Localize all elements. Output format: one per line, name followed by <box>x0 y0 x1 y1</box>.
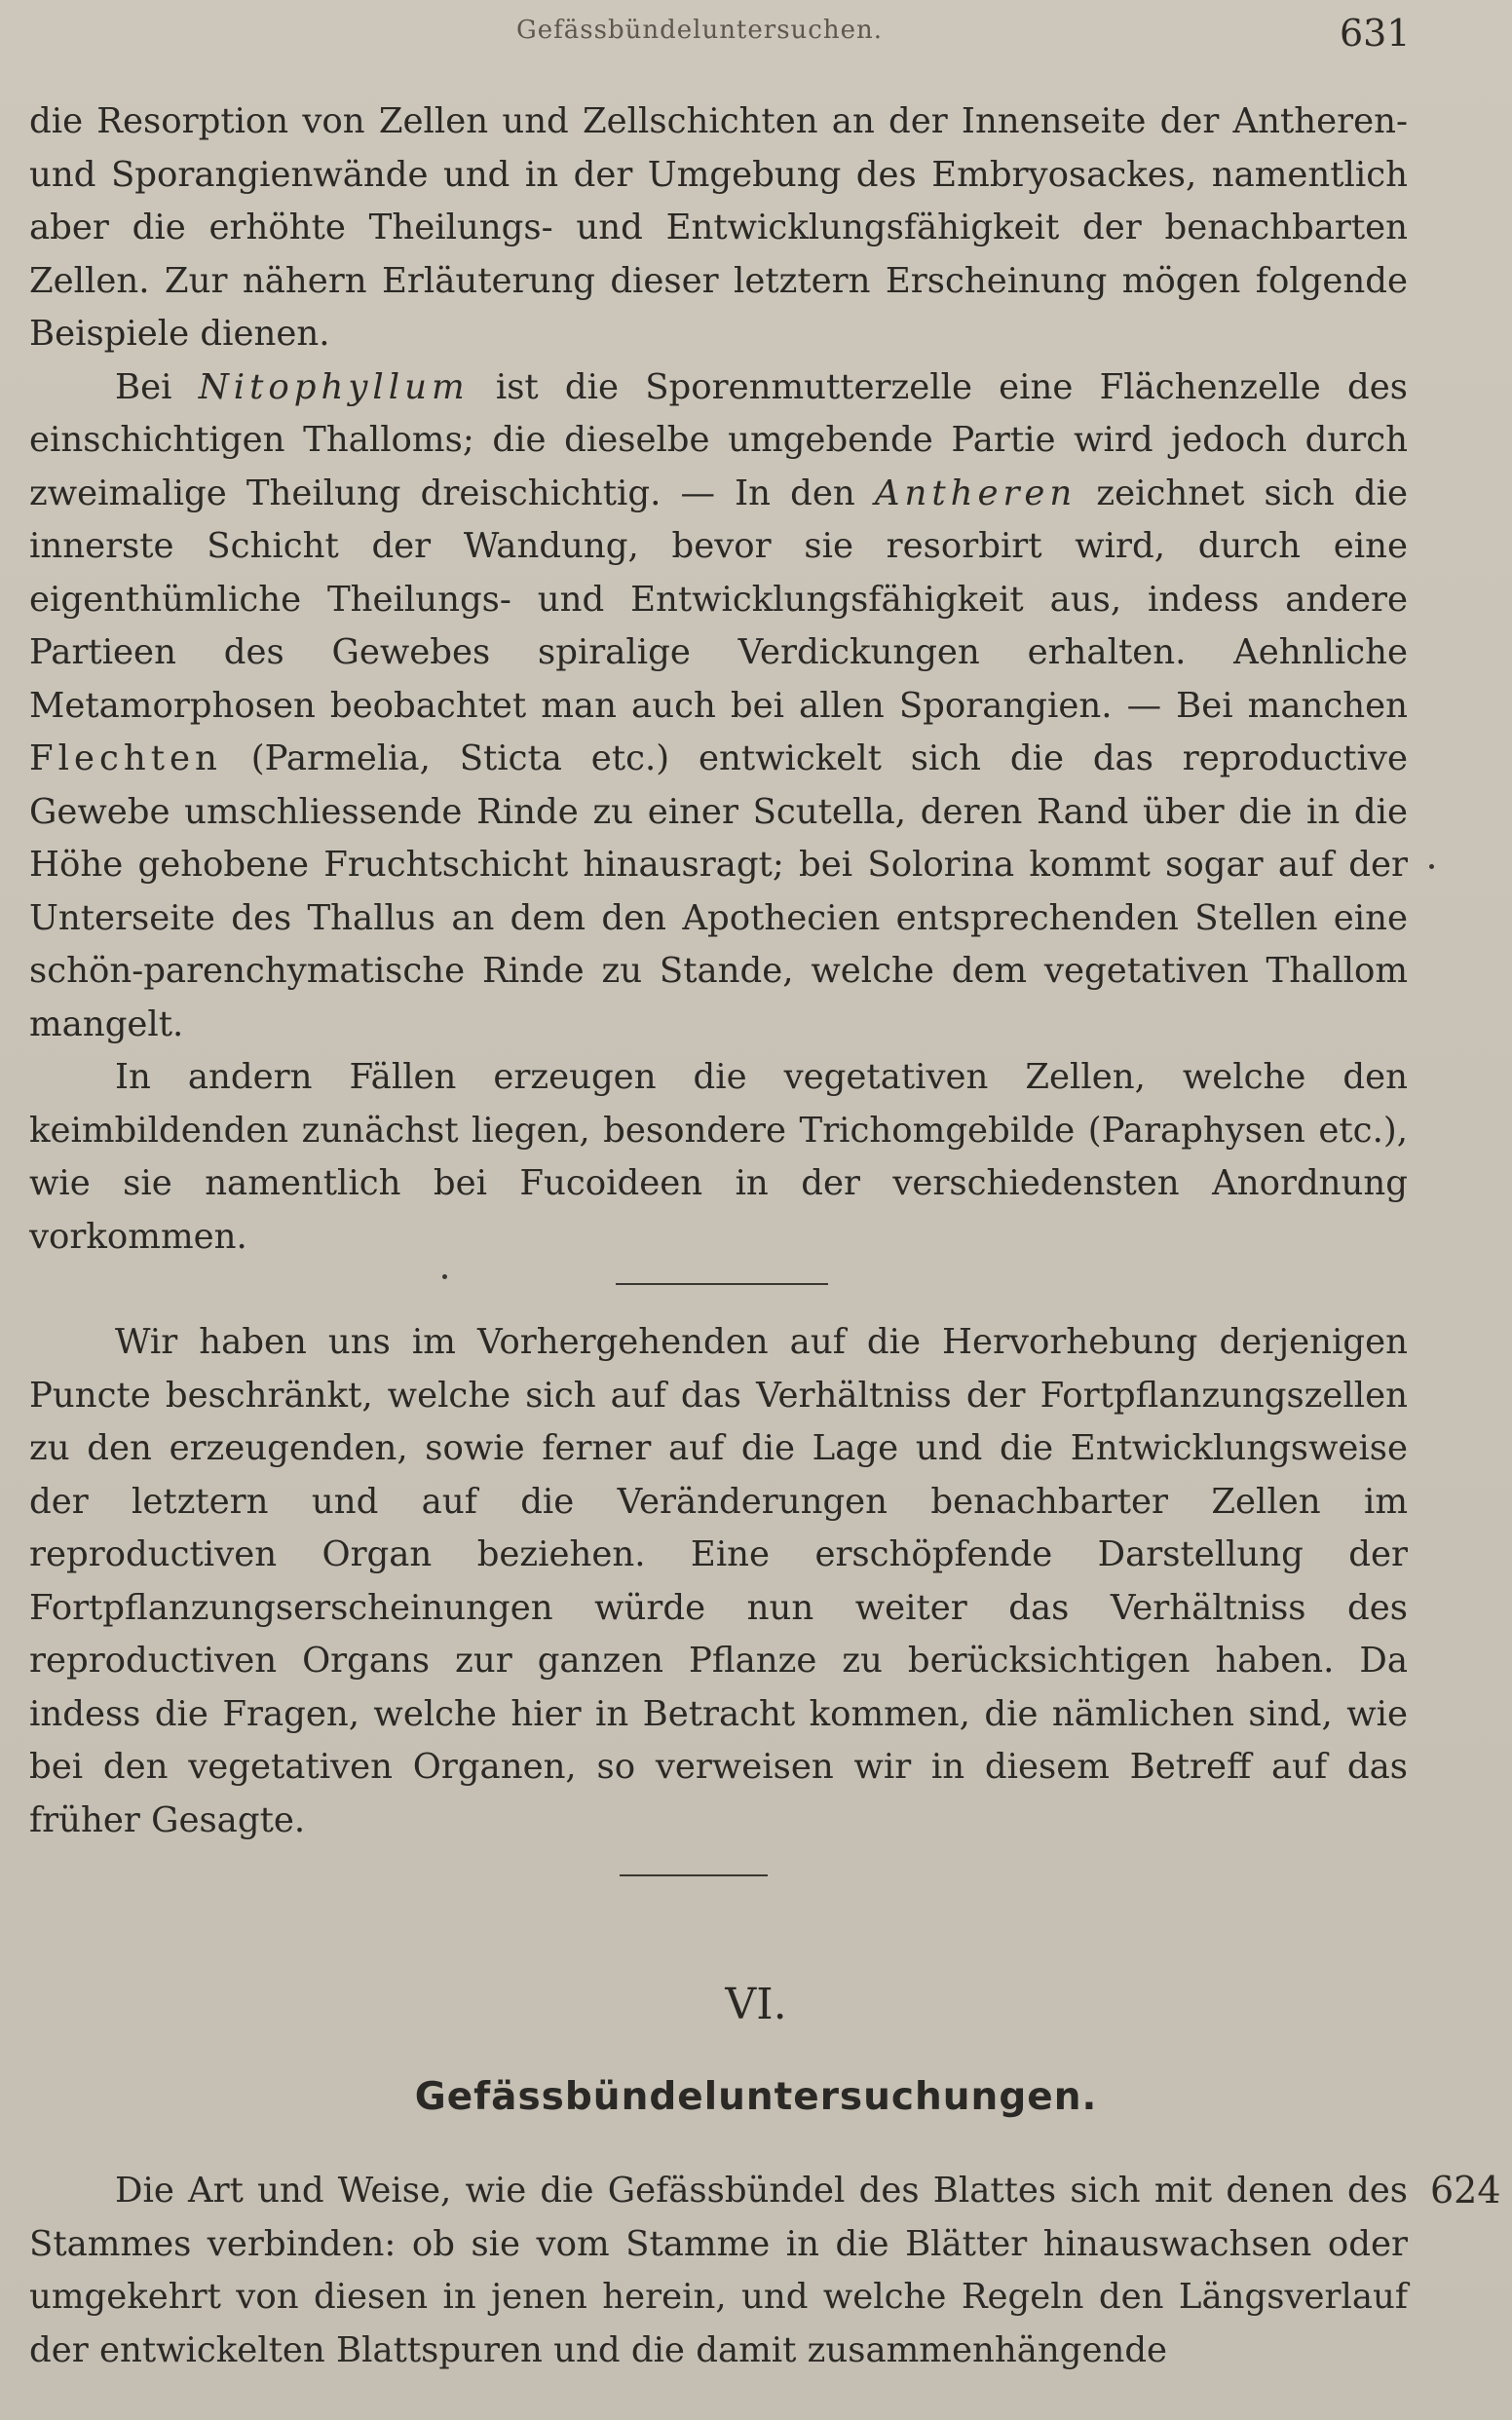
paragraph-3: In andern Fällen erzeugen die vegetativen Zellen, welche den keimbildenden zunächst liegen, besondere Trichomgebilde (Paraphysen etc.), wie sie namentlich bei Fucoideen in der verschiedensten Anordnung vorkommen. <box>29 1057 1408 1257</box>
running-head <box>0 8 1512 57</box>
p2-text-1: Bei <box>115 366 172 407</box>
paragraph-5: Die Art und Weise, wie die Gefässbündel des Blattes sich mit denen des Stammes verbinden: ob sie vom Stamme in die Blätter hinauswachsen oder umgekehrt von diesen in jenen herein, und welche Regeln den Längsverlauf der entwickelten Blattspuren und die damit zusammenhängende <box>29 2171 1408 2370</box>
p2-text-4: (Parmelia, Sticta etc.) entwickelt sich die das reproductive Gewebe umschliessende Rinde zu einer Scutella, deren Rand über die in die Höhe gehobene Fruchtschicht hinausragt; bei Solorina kommt sogar auf der Unterseite des Thallus an dem den Apothecien entsprechenden Stellen eine schön-parenchymatische Rinde zu Stande, welche dem vegetativen Thallom mangelt. <box>29 738 1408 1044</box>
paragraph-4: Wir haben uns im Vorhergehenden auf die Hervorhebung derjenigen Puncte beschränkt, welche sich auf das Verhältniss der Fortpflanzungszellen zu den erzeugenden, sowie ferner auf die Lage und die Entwicklungsweise der letztern und auf die Veränderungen benachbarter Zellen im reproductiven Organ beziehen. Eine erschöpfende Darstellung der Fortpflanzungserscheinungen würde nun weiter das Verhältniss des reproductiven Organs zur ganzen Pflanze zu berücksichtigen haben. Da indess die Fragen, welche hier in Betracht kommen, die nämlichen sind, wie bei den vegetativen Organen, so verweisen wir in diesem Betreff auf das früher Gesagte. <box>29 1322 1408 1840</box>
margin-page-reference: 624 <box>1430 2169 1501 2212</box>
section-divider <box>616 1283 828 1285</box>
term-nitophyllum: Nitophyllum <box>198 366 470 407</box>
paragraph-1: die Resorption von Zellen und Zellschichten an der Innenseite der Antheren- und Sporangienwände und in der Umgebung des Embryosackes, namentlich aber die erhöhte Theilungs- und Entwicklungsfähigkeit der benachbarten Zellen. Zur nähern Erläuterung dieser letztern Erscheinung mögen folgende Beispiele dienen. <box>29 101 1408 354</box>
p2-text-3: zeichnet sich die innerste Schicht der Wandung, bevor sie resorbirt wird, durch eine eigenthümliche Theilungs- und Entwicklungsfähigkeit aus, indess andere Partieen des Gewebes spiralige Verdickungen erhalten. Aehnliche Metamorphosen beobachtet man auch bei allen Sporangien. — Bei manchen <box>29 473 1408 726</box>
chapter-title: Gefässbündeluntersuchungen. <box>414 2075 1098 2119</box>
term-antheren: Antheren <box>874 473 1077 513</box>
chapter-number: VI. <box>725 1980 787 2029</box>
margin-dot <box>1429 864 1434 869</box>
running-title: Gefässbündeluntersuchen. <box>516 16 883 45</box>
chapter-divider <box>620 1874 768 1876</box>
chapter-opening-text <box>29 2165 1408 2377</box>
paragraph-2 <box>29 361 1408 1052</box>
ink-speck <box>442 1274 447 1279</box>
term-flechten: Flechten <box>29 738 222 778</box>
page-number: 631 <box>1340 12 1411 55</box>
body-text <box>29 95 1408 1847</box>
p2-text-2: ist die Sporenmutterzelle eine Flächenzelle des einschichtigen Thalloms; die dieselbe umgebende Partie wird jedoch durch zweimalige Theilung dreischichtig. — In den <box>29 366 1408 513</box>
